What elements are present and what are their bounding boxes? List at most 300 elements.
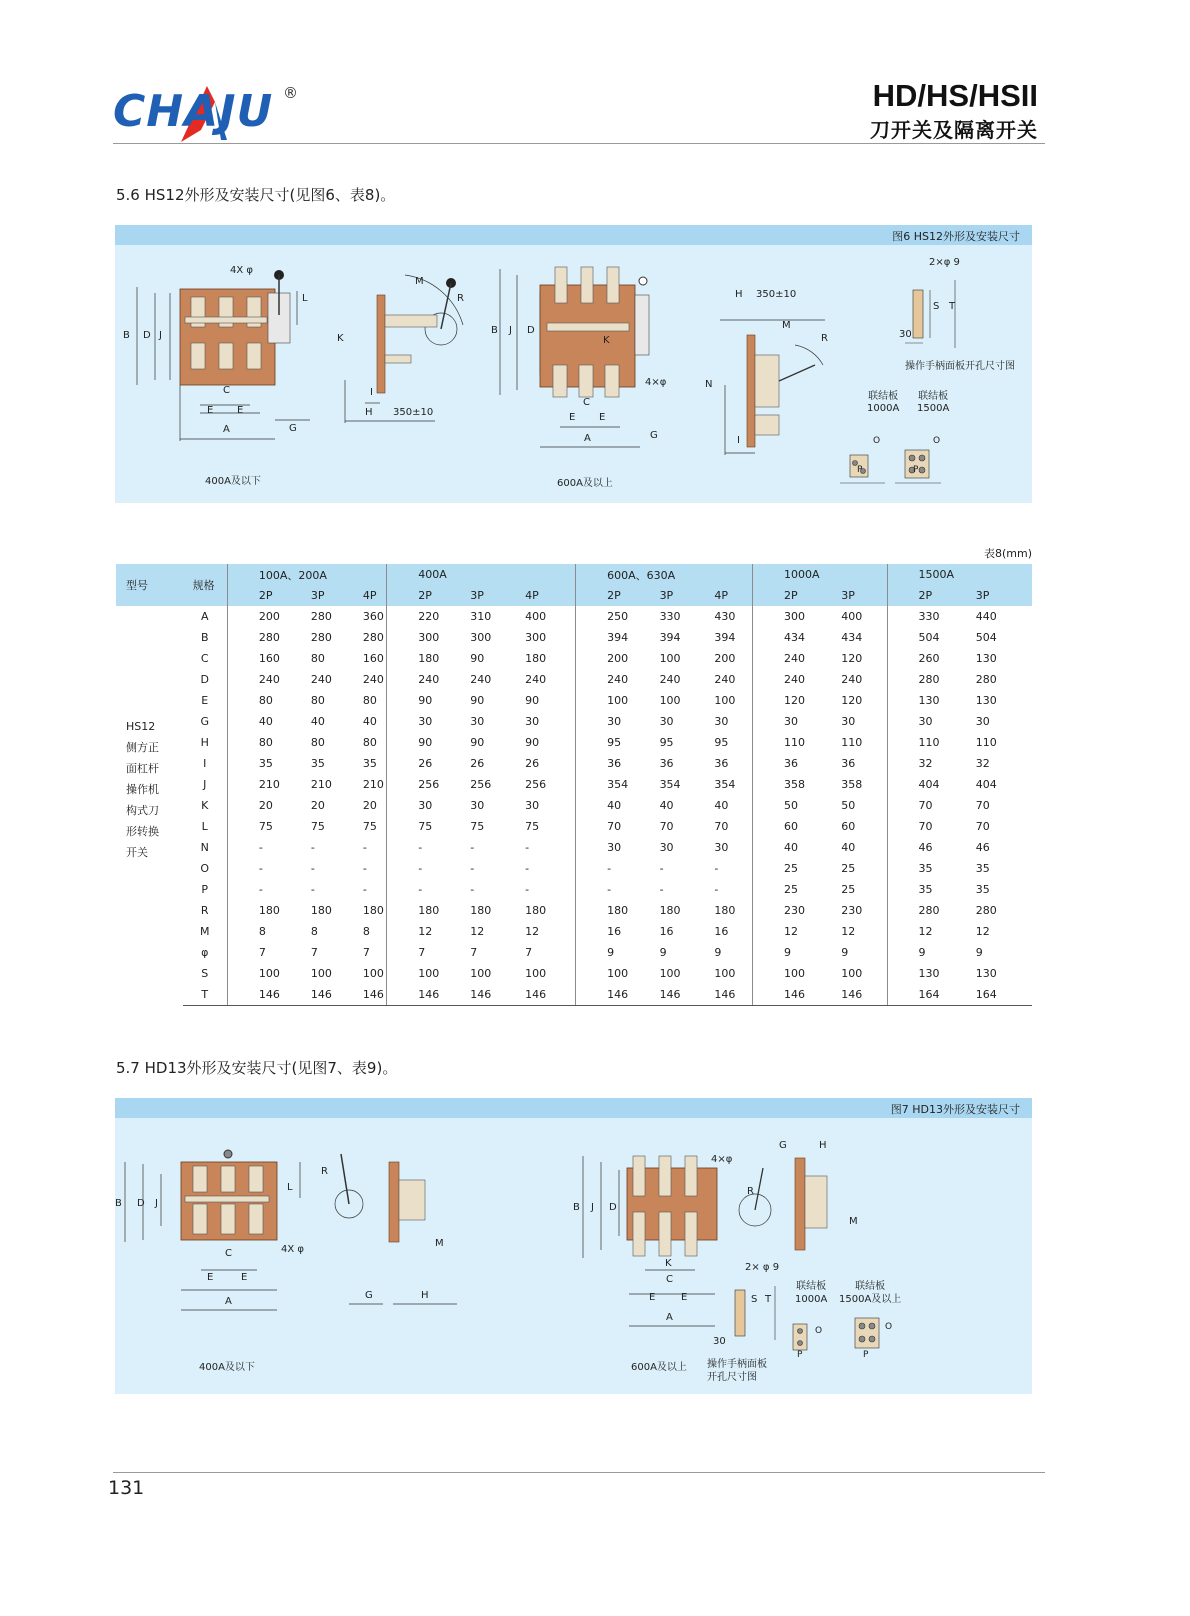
value-cell: 100 bbox=[439, 963, 494, 984]
value-cell: 30 bbox=[387, 711, 440, 732]
table-row bbox=[116, 837, 1032, 858]
value-cell: 90 bbox=[439, 648, 494, 669]
value-cell: 100 bbox=[629, 648, 684, 669]
figure-6-caption: 图6 HS12外形及安装尺寸 bbox=[892, 230, 1020, 243]
figure-6-panel bbox=[115, 225, 1032, 503]
value-cell: 504 bbox=[945, 627, 1032, 648]
value-cell: 80 bbox=[227, 732, 280, 753]
value-cell: 80 bbox=[227, 690, 280, 711]
value-cell: 100 bbox=[387, 963, 440, 984]
fig7-label-E: E bbox=[207, 1272, 214, 1283]
value-cell: 146 bbox=[387, 984, 440, 1006]
table-row bbox=[116, 816, 1032, 837]
value-cell: 300 bbox=[387, 627, 440, 648]
figure-7-caption: 图7 HD13外形及安装尺寸 bbox=[890, 1103, 1020, 1116]
value-cell: 210 bbox=[227, 774, 280, 795]
value-cell: 160 bbox=[332, 648, 387, 669]
label-K-600: K bbox=[603, 335, 610, 346]
value-cell: 300 bbox=[439, 627, 494, 648]
value-cell: 330 bbox=[887, 606, 945, 627]
value-cell: - bbox=[227, 879, 280, 900]
section-title-5-7: 5.7 HD13外形及安装尺寸(见图7、表9)。 bbox=[116, 1059, 398, 1077]
fig7-label-S: S bbox=[751, 1294, 758, 1305]
value-cell: 160 bbox=[227, 648, 280, 669]
pole-header: 2P bbox=[387, 585, 440, 606]
pole-header: 2P bbox=[753, 585, 811, 606]
value-cell: 110 bbox=[810, 732, 887, 753]
param-cell: K bbox=[183, 795, 228, 816]
value-cell: 25 bbox=[810, 879, 887, 900]
label-B: B bbox=[123, 330, 130, 341]
label-J-600: J bbox=[509, 325, 512, 336]
value-cell: 26 bbox=[439, 753, 494, 774]
value-cell: 50 bbox=[810, 795, 887, 816]
param-cell: L bbox=[183, 816, 228, 837]
value-cell: 434 bbox=[810, 627, 887, 648]
value-cell: 35 bbox=[945, 879, 1032, 900]
fig7-label-600a-above: 600A及以上 bbox=[631, 1362, 687, 1373]
value-cell: 40 bbox=[280, 711, 332, 732]
value-cell: 130 bbox=[945, 648, 1032, 669]
value-cell: 256 bbox=[494, 774, 576, 795]
label-T: T bbox=[949, 301, 956, 312]
param-cell: B bbox=[183, 627, 228, 648]
value-cell: 36 bbox=[683, 753, 752, 774]
value-cell: 30 bbox=[494, 795, 576, 816]
fig7-label-E-600: E bbox=[649, 1292, 656, 1303]
value-cell: 146 bbox=[332, 984, 387, 1006]
param-cell: T bbox=[183, 984, 228, 1006]
value-cell: 30 bbox=[810, 711, 887, 732]
value-cell: 400 bbox=[810, 606, 887, 627]
label-D-600: D bbox=[527, 325, 535, 336]
value-cell: 30 bbox=[887, 711, 945, 732]
value-cell: - bbox=[387, 858, 440, 879]
label-N-side: N bbox=[705, 379, 713, 390]
label-600a-above: 600A及以上 bbox=[557, 478, 613, 489]
label-G-600: G bbox=[650, 430, 658, 441]
fig7-label-D-600: D bbox=[609, 1202, 617, 1213]
value-cell: 280 bbox=[280, 627, 332, 648]
value-cell: 7 bbox=[439, 942, 494, 963]
value-cell: 146 bbox=[753, 984, 811, 1006]
value-cell: 9 bbox=[576, 942, 629, 963]
value-cell: 26 bbox=[387, 753, 440, 774]
value-cell: 440 bbox=[945, 606, 1032, 627]
table-row bbox=[116, 774, 1032, 795]
value-cell: - bbox=[227, 837, 280, 858]
value-cell: 12 bbox=[439, 921, 494, 942]
label-C-600: C bbox=[583, 397, 590, 408]
value-cell: 70 bbox=[887, 795, 945, 816]
pole-header: 3P bbox=[945, 585, 1032, 606]
value-cell: 280 bbox=[887, 669, 945, 690]
value-cell: 30 bbox=[576, 837, 629, 858]
value-cell: 110 bbox=[887, 732, 945, 753]
value-cell: 280 bbox=[332, 627, 387, 648]
fig7-label-E2: E bbox=[241, 1272, 248, 1283]
value-cell: 12 bbox=[753, 921, 811, 942]
value-cell: 35 bbox=[280, 753, 332, 774]
label-K: K bbox=[337, 333, 344, 344]
value-cell: 30 bbox=[576, 711, 629, 732]
value-cell: 36 bbox=[629, 753, 684, 774]
label-P: P bbox=[857, 465, 863, 475]
group-header: 1000A bbox=[753, 564, 887, 585]
value-cell: 80 bbox=[280, 648, 332, 669]
value-cell: 240 bbox=[332, 669, 387, 690]
value-cell: 80 bbox=[332, 690, 387, 711]
value-cell: 180 bbox=[439, 900, 494, 921]
label-4xphi: 4X φ bbox=[230, 265, 253, 276]
value-cell: 90 bbox=[439, 732, 494, 753]
value-cell: - bbox=[332, 837, 387, 858]
value-cell: 130 bbox=[887, 690, 945, 711]
value-cell: - bbox=[332, 858, 387, 879]
value-cell: - bbox=[683, 858, 752, 879]
value-cell: 75 bbox=[280, 816, 332, 837]
value-cell: 8 bbox=[280, 921, 332, 942]
value-cell: - bbox=[576, 879, 629, 900]
model-cell bbox=[116, 606, 183, 1006]
value-cell: 100 bbox=[629, 690, 684, 711]
value-cell: - bbox=[280, 858, 332, 879]
value-cell: 90 bbox=[494, 732, 576, 753]
value-cell: 240 bbox=[576, 669, 629, 690]
value-cell: - bbox=[576, 858, 629, 879]
fig7-label-4xphi-600: 4×φ bbox=[711, 1154, 733, 1165]
table-row bbox=[116, 879, 1032, 900]
value-cell: 146 bbox=[227, 984, 280, 1006]
table-row bbox=[116, 606, 1032, 627]
value-cell: 75 bbox=[439, 816, 494, 837]
value-cell: 100 bbox=[576, 690, 629, 711]
table-header-groups bbox=[116, 564, 1032, 585]
value-cell: 30 bbox=[629, 711, 684, 732]
table-row bbox=[116, 690, 1032, 711]
brand-logo bbox=[113, 80, 303, 140]
param-cell: J bbox=[183, 774, 228, 795]
value-cell: 240 bbox=[753, 648, 811, 669]
value-cell: 300 bbox=[753, 606, 811, 627]
value-cell: 120 bbox=[810, 648, 887, 669]
pole-header: 4P bbox=[332, 585, 387, 606]
value-cell: 40 bbox=[227, 711, 280, 732]
value-cell: 40 bbox=[629, 795, 684, 816]
value-cell: 240 bbox=[629, 669, 684, 690]
value-cell: 9 bbox=[683, 942, 752, 963]
pole-header: 3P bbox=[439, 585, 494, 606]
value-cell: 100 bbox=[280, 963, 332, 984]
fig7-label-A: A bbox=[225, 1296, 232, 1307]
value-cell: - bbox=[439, 837, 494, 858]
fig7-label-G-side: G bbox=[779, 1140, 787, 1151]
param-cell: C bbox=[183, 648, 228, 669]
value-cell: 230 bbox=[810, 900, 887, 921]
value-cell: 30 bbox=[629, 837, 684, 858]
table-row bbox=[116, 858, 1032, 879]
param-cell: G bbox=[183, 711, 228, 732]
value-cell: 280 bbox=[945, 900, 1032, 921]
table-row bbox=[116, 669, 1032, 690]
label-400a-below: 400A及以下 bbox=[205, 476, 261, 487]
value-cell: 7 bbox=[280, 942, 332, 963]
value-cell: 180 bbox=[280, 900, 332, 921]
fig7-label-4xphi: 4X φ bbox=[281, 1244, 304, 1255]
value-cell: 90 bbox=[387, 732, 440, 753]
param-cell: P bbox=[183, 879, 228, 900]
value-cell: - bbox=[387, 879, 440, 900]
value-cell: 180 bbox=[683, 900, 752, 921]
value-cell: 75 bbox=[494, 816, 576, 837]
registered-mark: ® bbox=[283, 84, 298, 102]
table-row bbox=[116, 648, 1032, 669]
label-O: O bbox=[873, 436, 881, 446]
value-cell: - bbox=[494, 858, 576, 879]
table-row bbox=[116, 732, 1032, 753]
value-cell: 404 bbox=[887, 774, 945, 795]
label-I-side: I bbox=[737, 435, 740, 446]
fig7-label-link-1500a: 联结板 1500A及以上 bbox=[839, 1281, 902, 1305]
value-cell: 400 bbox=[494, 606, 576, 627]
value-cell: 30 bbox=[494, 711, 576, 732]
value-cell: 12 bbox=[387, 921, 440, 942]
label-P2: P bbox=[913, 465, 919, 475]
label-link-1000a: 联结板 1000A bbox=[867, 391, 900, 414]
fig7-label-R: R bbox=[321, 1166, 328, 1177]
value-cell: 50 bbox=[753, 795, 811, 816]
param-cell: H bbox=[183, 732, 228, 753]
fig7-label-A-600: A bbox=[666, 1312, 673, 1323]
label-link-1500a: 联结板 1500A bbox=[917, 391, 950, 414]
logo-text: CHAJU bbox=[113, 86, 274, 137]
label-E2-600: E bbox=[599, 412, 606, 423]
value-cell: 434 bbox=[753, 627, 811, 648]
label-E: E bbox=[207, 405, 214, 416]
value-cell: 9 bbox=[887, 942, 945, 963]
param-cell: φ bbox=[183, 942, 228, 963]
label-O2: O bbox=[933, 436, 941, 446]
value-cell: 220 bbox=[387, 606, 440, 627]
value-cell: 358 bbox=[753, 774, 811, 795]
value-cell: 100 bbox=[494, 963, 576, 984]
fig7-label-link-1000a: 联结板 1000A bbox=[795, 1281, 828, 1305]
value-cell: 9 bbox=[810, 942, 887, 963]
value-cell: - bbox=[332, 879, 387, 900]
value-cell: 210 bbox=[280, 774, 332, 795]
table-row bbox=[116, 921, 1032, 942]
table-row bbox=[116, 900, 1032, 921]
col-spec-header: 规格 bbox=[183, 564, 228, 606]
value-cell: - bbox=[494, 879, 576, 900]
value-cell: 12 bbox=[887, 921, 945, 942]
value-cell: 16 bbox=[576, 921, 629, 942]
value-cell: 200 bbox=[576, 648, 629, 669]
label-S: S bbox=[933, 301, 940, 312]
value-cell: 16 bbox=[629, 921, 684, 942]
value-cell: 20 bbox=[227, 795, 280, 816]
page-number: 131 bbox=[108, 1477, 145, 1499]
model-line: HS12 bbox=[126, 720, 156, 733]
value-cell: 358 bbox=[810, 774, 887, 795]
value-cell: 8 bbox=[332, 921, 387, 942]
label-R-side: R bbox=[821, 333, 828, 344]
table-8-note: 表8(mm) bbox=[983, 547, 1032, 560]
value-cell: 120 bbox=[810, 690, 887, 711]
value-cell: 300 bbox=[494, 627, 576, 648]
param-cell: O bbox=[183, 858, 228, 879]
param-cell: I bbox=[183, 753, 228, 774]
value-cell: 164 bbox=[887, 984, 945, 1006]
value-cell: 70 bbox=[683, 816, 752, 837]
value-cell: 180 bbox=[227, 900, 280, 921]
fig7-label-M-side: M bbox=[849, 1216, 858, 1227]
fig7-label-H: H bbox=[421, 1290, 429, 1301]
label-A: A bbox=[223, 424, 230, 435]
value-cell: 12 bbox=[810, 921, 887, 942]
pole-header: 4P bbox=[494, 585, 576, 606]
value-cell: 200 bbox=[683, 648, 752, 669]
group-header: 100A、200A bbox=[227, 564, 386, 585]
fig7-label-R-600: R bbox=[747, 1186, 754, 1197]
value-cell: 280 bbox=[945, 669, 1032, 690]
value-cell: 280 bbox=[887, 900, 945, 921]
fig7-label-P2: P bbox=[863, 1350, 869, 1360]
value-cell: 36 bbox=[753, 753, 811, 774]
model-line: 操作机 bbox=[126, 783, 159, 796]
fig7-label-C-600: C bbox=[666, 1274, 673, 1285]
value-cell: 25 bbox=[753, 858, 811, 879]
value-cell: 180 bbox=[494, 648, 576, 669]
value-cell: 35 bbox=[887, 879, 945, 900]
figure-7-drawings bbox=[115, 1118, 1032, 1394]
value-cell: 504 bbox=[887, 627, 945, 648]
value-cell: 25 bbox=[753, 879, 811, 900]
table-row bbox=[116, 984, 1032, 1006]
table-row bbox=[116, 711, 1032, 732]
value-cell: 180 bbox=[494, 900, 576, 921]
value-cell: 95 bbox=[629, 732, 684, 753]
value-cell: 36 bbox=[810, 753, 887, 774]
value-cell: 80 bbox=[332, 732, 387, 753]
value-cell: 16 bbox=[683, 921, 752, 942]
group-header: 400A bbox=[387, 564, 576, 585]
value-cell: 30 bbox=[439, 795, 494, 816]
value-cell: 130 bbox=[945, 690, 1032, 711]
pole-header: 4P bbox=[683, 585, 752, 606]
pole-header: 3P bbox=[810, 585, 887, 606]
value-cell: 230 bbox=[753, 900, 811, 921]
value-cell: 110 bbox=[753, 732, 811, 753]
value-cell: 75 bbox=[332, 816, 387, 837]
value-cell: 8 bbox=[227, 921, 280, 942]
value-cell: 46 bbox=[887, 837, 945, 858]
value-cell: 9 bbox=[629, 942, 684, 963]
value-cell: 40 bbox=[753, 837, 811, 858]
value-cell: 146 bbox=[810, 984, 887, 1006]
pole-header: 3P bbox=[280, 585, 332, 606]
value-cell: 240 bbox=[280, 669, 332, 690]
figure-6-drawings bbox=[115, 245, 1032, 503]
value-cell: 240 bbox=[753, 669, 811, 690]
value-cell: 146 bbox=[280, 984, 332, 1006]
value-cell: 146 bbox=[683, 984, 752, 1006]
value-cell: 394 bbox=[629, 627, 684, 648]
value-cell: 35 bbox=[887, 858, 945, 879]
value-cell: 35 bbox=[945, 858, 1032, 879]
value-cell: - bbox=[439, 858, 494, 879]
fig7-label-M: M bbox=[435, 1238, 444, 1249]
value-cell: 32 bbox=[945, 753, 1032, 774]
label-H: H bbox=[365, 407, 373, 418]
fig7-label-400a-below: 400A及以下 bbox=[199, 1362, 255, 1373]
value-cell: 130 bbox=[945, 963, 1032, 984]
value-cell: 240 bbox=[439, 669, 494, 690]
value-cell: 90 bbox=[387, 690, 440, 711]
value-cell: 95 bbox=[683, 732, 752, 753]
pole-header: 2P bbox=[227, 585, 280, 606]
value-cell: 35 bbox=[227, 753, 280, 774]
value-cell: 210 bbox=[332, 774, 387, 795]
fig7-label-G: G bbox=[365, 1290, 373, 1301]
value-cell: 70 bbox=[945, 795, 1032, 816]
value-cell: 360 bbox=[332, 606, 387, 627]
label-handle-hole: 操作手柄面板开孔尺寸图 bbox=[905, 361, 1015, 372]
value-cell: 7 bbox=[387, 942, 440, 963]
value-cell: 30 bbox=[439, 711, 494, 732]
value-cell: 75 bbox=[387, 816, 440, 837]
value-cell: 40 bbox=[810, 837, 887, 858]
label-D: D bbox=[143, 330, 151, 341]
label-L: L bbox=[302, 293, 308, 304]
value-cell: 430 bbox=[683, 606, 752, 627]
fig7-label-L: L bbox=[287, 1182, 293, 1193]
page-title: HD/HS/HSII bbox=[872, 78, 1038, 113]
label-350-b: 350±10 bbox=[756, 289, 797, 300]
value-cell: 12 bbox=[494, 921, 576, 942]
value-cell: 20 bbox=[332, 795, 387, 816]
value-cell: - bbox=[683, 879, 752, 900]
value-cell: 30 bbox=[945, 711, 1032, 732]
figure-7-panel bbox=[115, 1098, 1032, 1394]
value-cell: 30 bbox=[683, 837, 752, 858]
label-H-side: H bbox=[735, 289, 743, 300]
value-cell: 80 bbox=[280, 690, 332, 711]
value-cell: - bbox=[387, 837, 440, 858]
value-cell: 70 bbox=[576, 816, 629, 837]
pole-header: 2P bbox=[576, 585, 629, 606]
param-cell: R bbox=[183, 900, 228, 921]
label-I: I bbox=[370, 387, 373, 398]
label-G: G bbox=[289, 423, 297, 434]
value-cell: 35 bbox=[332, 753, 387, 774]
value-cell: 200 bbox=[227, 606, 280, 627]
value-cell: 100 bbox=[227, 963, 280, 984]
value-cell: 7 bbox=[332, 942, 387, 963]
value-cell: 404 bbox=[945, 774, 1032, 795]
value-cell: 95 bbox=[576, 732, 629, 753]
value-cell: 75 bbox=[227, 816, 280, 837]
value-cell: 394 bbox=[576, 627, 629, 648]
fig7-label-J-600: J bbox=[591, 1202, 594, 1213]
fig7-label-O2: O bbox=[885, 1322, 893, 1332]
value-cell: 146 bbox=[629, 984, 684, 1006]
value-cell: 330 bbox=[629, 606, 684, 627]
value-cell: 100 bbox=[683, 963, 752, 984]
value-cell: 70 bbox=[887, 816, 945, 837]
value-cell: 7 bbox=[494, 942, 576, 963]
value-cell: 90 bbox=[439, 690, 494, 711]
